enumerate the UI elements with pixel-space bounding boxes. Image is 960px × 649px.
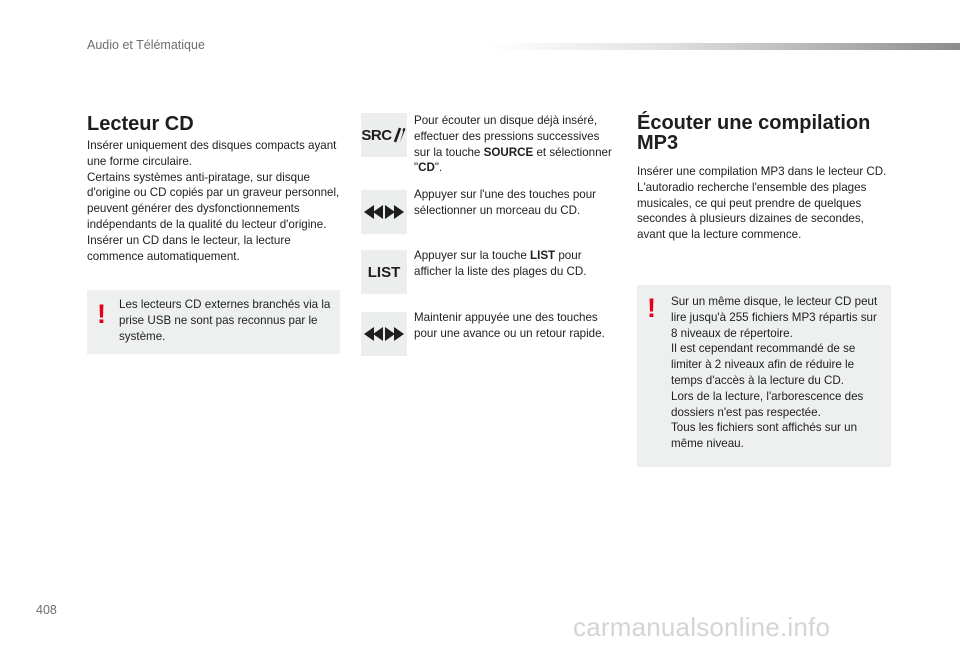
- seek-arrows-icon: [364, 327, 404, 341]
- paragraph: Insérer une compilation MP3 dans le lecteur CD.: [637, 165, 887, 178]
- list-key-icon: [361, 250, 407, 294]
- lecteur-cd-text: [87, 138, 343, 264]
- warning-icon: !: [97, 299, 106, 329]
- warning-line: Il est cependant recommandé de se limiter à 2 niveaux afin de réduire le temps d'accès à la lecture du CD.: [671, 342, 856, 387]
- warning-box-usb: [87, 290, 340, 354]
- seek-keys-icon: [361, 312, 407, 356]
- phone-slash-icon: [392, 126, 407, 144]
- warning-box-mp3: [637, 285, 891, 467]
- compilation-mp3-text: [637, 164, 887, 243]
- src-key-icon: [361, 113, 407, 157]
- warning-text: [671, 294, 883, 452]
- warning-line: Tous les fichiers sont affichés sur un même niveau.: [671, 421, 858, 451]
- warning-text: Les lecteurs CD externes branchés via la prise USB ne sont pas reconnus par le système.: [119, 298, 331, 343]
- warning-line: Lors de la lecture, l'arborescence des dossiers n'est pas respectée.: [671, 389, 864, 419]
- paragraph: Insérer un CD dans le lecteur, la lecture commence automatiquement.: [87, 233, 291, 263]
- watermark: carmanualsonline.info: [573, 612, 831, 642]
- instruction-select-track: Appuyer sur l'une des touches pour sélectionner un morceau du CD.: [414, 188, 597, 217]
- list-key-label: LIST: [367, 263, 401, 281]
- warning-icon: !: [647, 293, 656, 323]
- instruction-fast-seek: Maintenir appuyée une des touches pour une avance ou un retour rapide.: [414, 311, 605, 340]
- seek-arrows-icon: [364, 205, 404, 219]
- instruction-source: Pour écouter un disque déjà inséré, effectuer des pressions successives sur la touche SOURCE et sélectionner "CD".: [414, 114, 612, 175]
- paragraph: L'autoradio recherche l'ensemble des plages musicales, ce qui peut prendre de quelques secondes à plusieurs dizaines de secondes, avant que la lecture commence.: [637, 180, 867, 242]
- src-key-label: SRC: [361, 126, 392, 144]
- warning-line: Sur un même disque, le lecteur CD peut lire jusqu'à 255 fichiers MP3 répartis sur 8 niveaux de répertoire.: [671, 295, 878, 340]
- heading-compilation-mp3: Écouter une compilation MP3: [637, 112, 871, 154]
- header-gradient-bar: [488, 43, 960, 50]
- page-number: 408: [36, 603, 57, 617]
- seek-keys-icon: [361, 190, 407, 234]
- paragraph: Certains systèmes anti-piratage, sur disque d'origine ou CD copiés par un graveur personnel, peuvent générer des dysfonctionnements indépendants de la qualité du lecteur d'origine.: [87, 170, 340, 231]
- instruction-list: Appuyer sur la touche LIST pour afficher la liste des plages du CD.: [414, 249, 587, 278]
- paragraph: Insérer uniquement des disques compacts ayant une forme circulaire.: [87, 139, 337, 168]
- heading-lecteur-cd: Lecteur CD: [87, 113, 194, 135]
- section-title: Audio et Télématique: [87, 38, 205, 52]
